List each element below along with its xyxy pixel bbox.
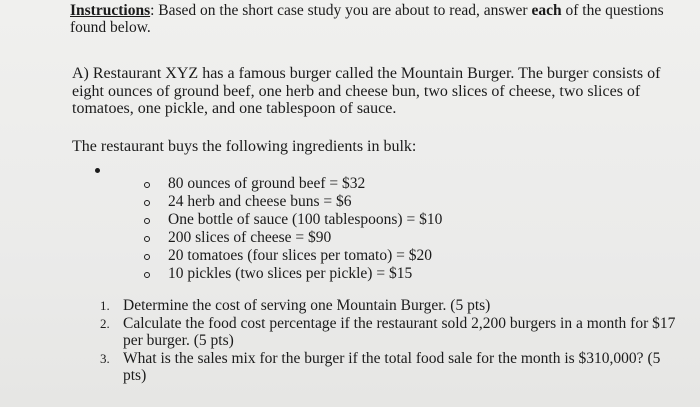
ingredient-text: 20 tomatoes (four slices per tomato) = $20 <box>168 247 432 264</box>
instructions-emphasis: each <box>531 2 562 19</box>
question-number: 1. <box>100 298 110 313</box>
circle-bullet-icon <box>144 272 150 278</box>
question-item <box>100 297 685 315</box>
ingredient-item <box>144 265 442 283</box>
ingredient-item <box>144 247 442 265</box>
ingredient-item <box>144 211 442 229</box>
ingredients-intro: The restaurant buys the following ingredients in bulk: <box>72 138 417 155</box>
instructions-text-a: : Based on the short case study you are about to read, answer <box>150 2 532 19</box>
case-study-paragraph: A) Restaurant XYZ has a famous burger called the Mountain Burger. The burger consists of eight ounces of ground beef, one herb and cheese bun, two slices of cheese, two slices of tomatoes, one pickle, and one tablespoon of sauce. <box>72 65 661 117</box>
ingredient-item <box>144 175 442 193</box>
instructions-label: Instructions <box>70 2 151 19</box>
ingredient-text: One bottle of sauce (100 tablespoons) = $10 <box>168 211 443 228</box>
bullet-icon <box>95 168 100 173</box>
ingredient-text: 80 ounces of ground beef = $32 <box>168 175 366 192</box>
ingredient-text: 24 herb and cheese buns = $6 <box>168 193 352 210</box>
circle-bullet-icon <box>144 182 150 188</box>
instructions-paragraph <box>70 2 685 36</box>
question-number: 2. <box>100 315 110 331</box>
ingredient-item <box>144 229 442 247</box>
ingredient-text: 200 slices of cheese = $90 <box>168 229 332 246</box>
circle-bullet-icon <box>144 218 150 224</box>
circle-bullet-icon <box>144 254 150 260</box>
question-number: 3. <box>100 350 110 366</box>
question-item <box>100 315 685 350</box>
ingredient-item <box>144 193 442 211</box>
question-item <box>100 350 685 385</box>
circle-bullet-icon <box>144 200 150 206</box>
questions-list <box>100 297 685 385</box>
ingredients-list <box>144 175 442 283</box>
question-text: Determine the cost of serving one Mountain Burger. (5 pts) <box>123 297 491 314</box>
instructions-text-b: of the questions found below. <box>70 2 664 36</box>
question-text: Calculate the food cost percentage if the restaurant sold 2,200 burgers in a month for $17 per burger. (5 pts) <box>123 314 676 349</box>
question-text: What is the sales mix for the burger if the total food sale for the month is $310,000? (5 pts) <box>123 349 661 384</box>
ingredient-text: 10 pickles (two slices per pickle) = $15 <box>168 265 413 282</box>
circle-bullet-icon <box>144 236 150 242</box>
